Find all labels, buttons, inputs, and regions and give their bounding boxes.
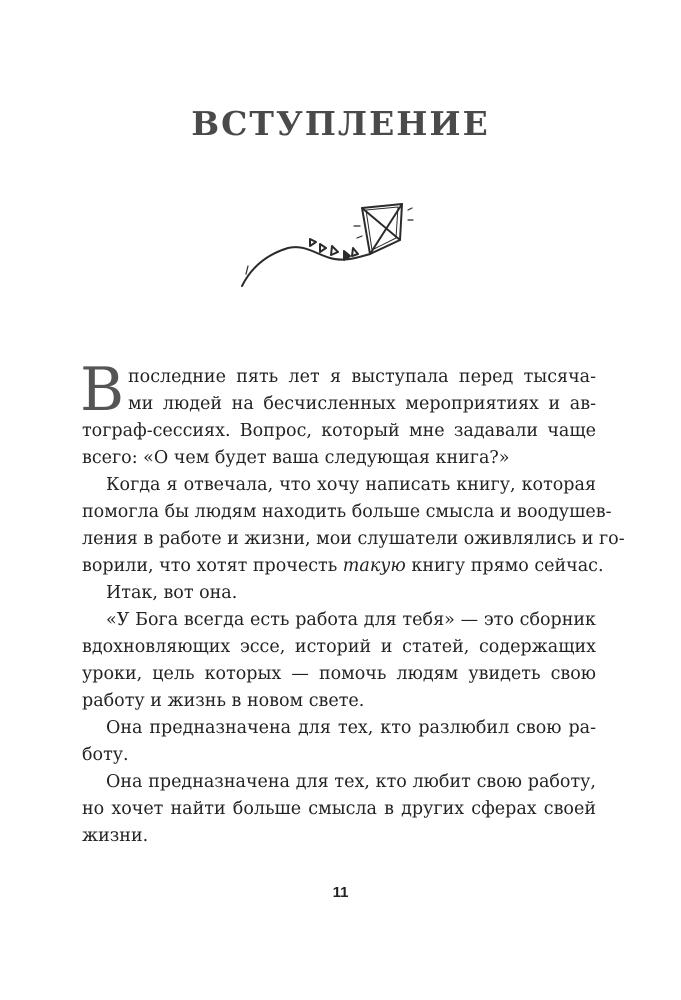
text-line: ления в работе и жизни, мои слушатели оживлялись и го- (82, 529, 625, 549)
text-line: работу и жизнь в новом свете. (82, 691, 365, 711)
kite-illustration (232, 196, 416, 296)
paragraph-4 (82, 607, 596, 715)
text-line: ми людей на бесчисленных мероприятиях и ав- (128, 394, 596, 414)
text-segment: книгу прямо сейчас. (405, 556, 604, 576)
page-number: 11 (332, 884, 349, 901)
text-line: помогла бы людям находить больше смысла и воодушев- (82, 502, 612, 522)
text-line: тограф-сессиях. Вопрос, который мне задавали чаще (82, 421, 596, 441)
text-line: жизни. (82, 826, 149, 846)
text-line: последние пять лет я выступала перед тысяча- (128, 367, 596, 387)
paragraph-1 (80, 355, 596, 472)
paragraph-3 (82, 580, 596, 607)
text-line: Она предназначена для тех, кто любит свою работу, (106, 772, 596, 792)
text-line (82, 553, 604, 580)
text-line: Она предназначена для тех, кто разлюбил свою ра- (106, 718, 596, 738)
emphasized-word: такую (342, 556, 406, 576)
text-line: но хочет найти больше смысла в других сферах своей (82, 799, 596, 819)
text-line: уроки, цель которых — помочь людям увидеть свою (82, 664, 596, 684)
drop-cap: В (80, 355, 125, 425)
paragraph-2 (82, 472, 625, 580)
paragraph-6 (82, 769, 596, 850)
text-line: всего: «О чем будет ваша следующая книга?» (82, 448, 510, 468)
text-line: вдохновляющих эссе, историй и статей, содержащих (82, 637, 596, 657)
text-line: боту. (82, 745, 129, 765)
body-text (80, 355, 625, 850)
text-segment: ворили, что хотят прочесть (82, 556, 343, 576)
chapter-title: ВСТУПЛЕНИЕ (191, 104, 490, 143)
text-line: Когда я отвечала, что хочу написать книгу, которая (106, 475, 596, 495)
text-line: Итак, вот она. (106, 583, 238, 603)
text-line: «У Бога всегда есть работа для тебя» — это сборник (106, 610, 596, 630)
paragraph-5 (82, 715, 596, 769)
